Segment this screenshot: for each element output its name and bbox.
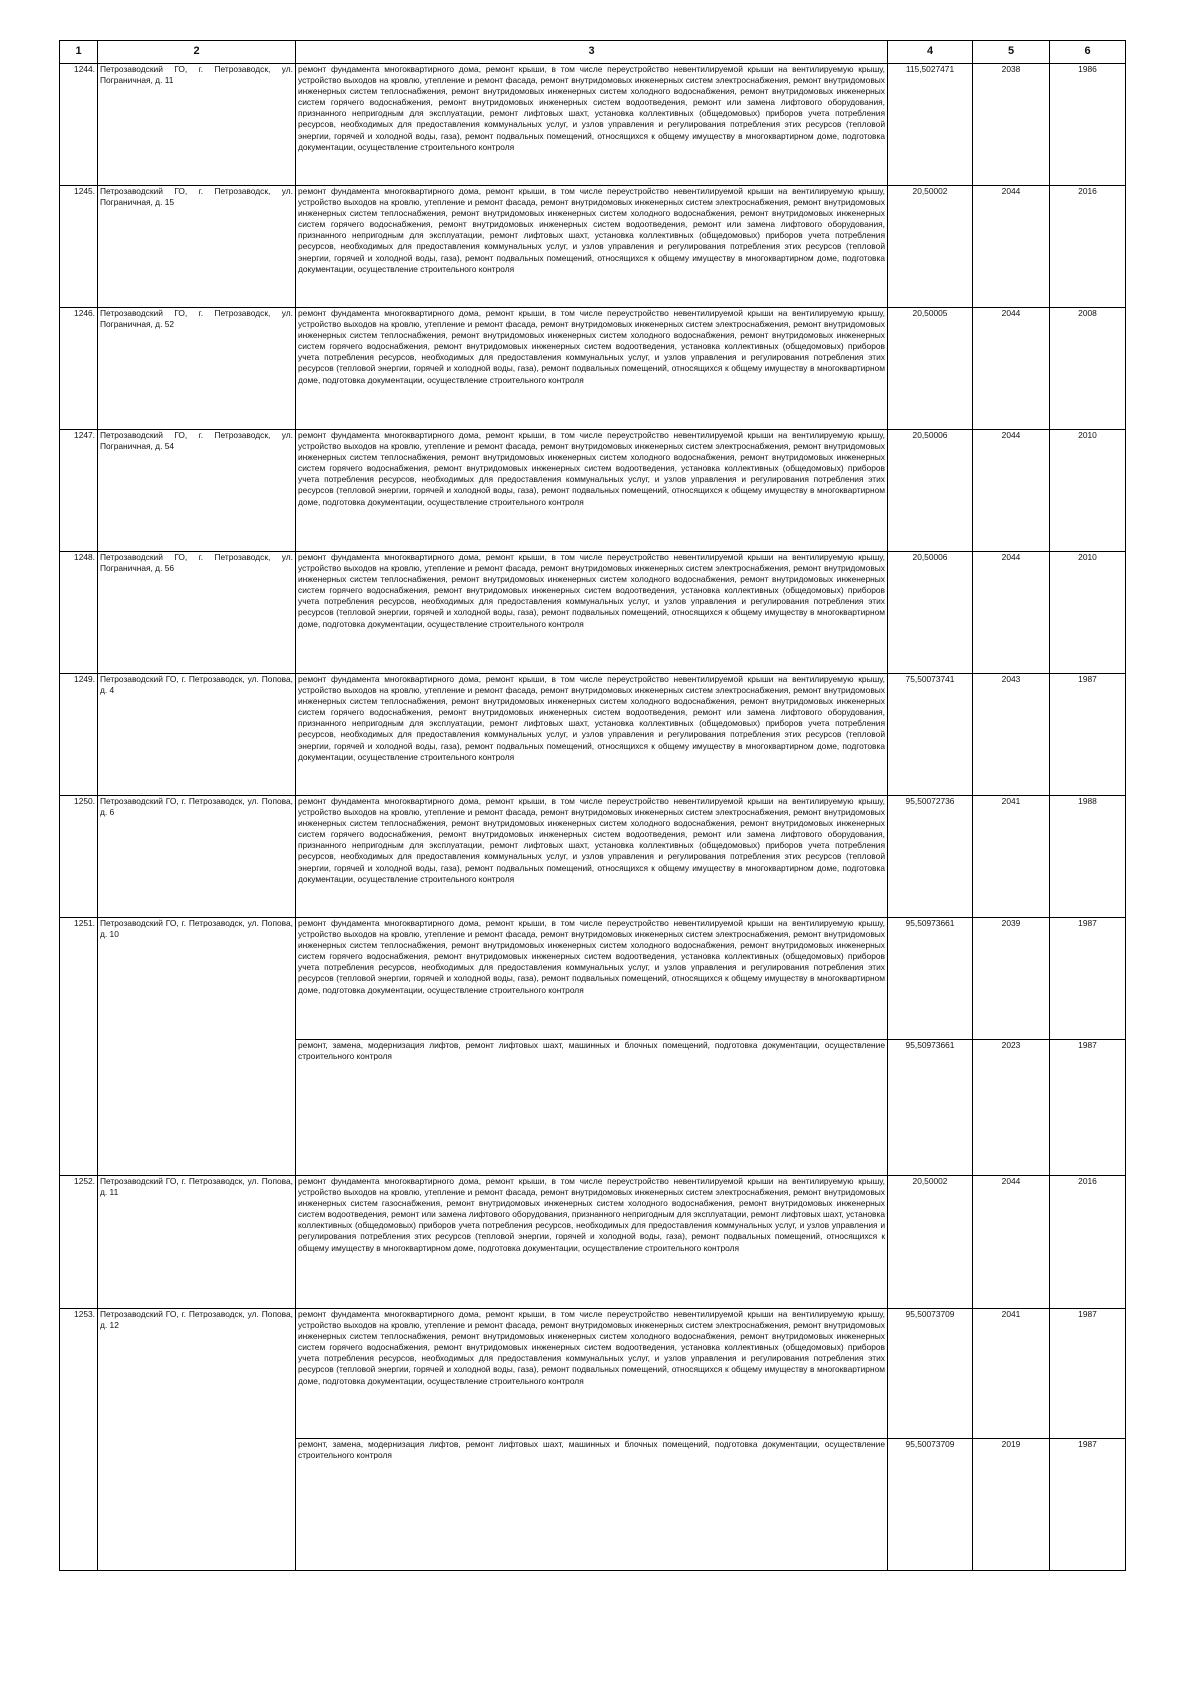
address-cell: Петрозаводский ГО, г. Петрозаводск, ул. Попова, д. 4 [98, 674, 296, 796]
value-cell: 20,50002 [888, 186, 973, 308]
year-cell: 1987 [1050, 1309, 1126, 1439]
table-row [60, 1176, 1126, 1309]
value-cell: 20,50005 [888, 308, 973, 430]
value-cell: 115,5027471 [888, 64, 973, 186]
works-cell: ремонт фундамента многоквартирного дома, ремонт крыши, в том числе переустройство невентилируемой крыши на вентилируемую крышу, устройство выходов на кровлю, утепление и ремонт фасада, ремонт внутридомовых инженерных систем электроснабжения, ремонт внутридомовых инженерных систем теплоснабжения, ремонт внутридомовых инженерных систем холодного водоснабжения, ремонт внутридомовых инженерных систем горячего водоснабжения, ремонт внутридомовых инженерных систем водоотведения, установка коллективных (общедомовых) приборов учета потребления ресурсов, необходимых для предоставления коммунальных услуг, и узлов управления и регулирования потребления этих ресурсов (тепловой энергии, горячей и холодной воды, газа), ремонт подвальных помещений, относящихся к общему имуществу в многоквартирном доме, подготовка документации, осуществление строительного контроля [296, 308, 888, 430]
year-cell: 2010 [1050, 552, 1126, 674]
column-header-2: 2 [98, 41, 296, 64]
value-cell: 95,50973661 [888, 918, 973, 1040]
works-cell: ремонт фундамента многоквартирного дома, ремонт крыши, в том числе переустройство невентилируемой крыши на вентилируемую крышу, устройство выходов на кровлю, утепление и ремонт фасада, ремонт внутридомовых инженерных систем электроснабжения, ремонт внутридомовых инженерных систем теплоснабжения, ремонт внутридомовых инженерных систем холодного водоснабжения, ремонт внутридомовых инженерных систем горячего водоснабжения, ремонт внутридомовых инженерных систем водоотведения, ремонт или замена лифтового оборудования, признанного непригодным для эксплуатации, ремонт лифтовых шахт, установка коллективных (общедомовых) приборов учета потребления ресурсов, необходимых для предоставления коммунальных услуг, и узлов управления и регулирования потребления этих ресурсов (тепловой энергии, горячей и холодной воды, газа), ремонт подвальных помещений, относящихся к общему имуществу в многоквартирном доме, подготовка документации, осуществление строительного контроля [296, 796, 888, 918]
column-header-6: 6 [1050, 41, 1126, 64]
table-row [60, 674, 1126, 796]
works-cell: ремонт фундамента многоквартирного дома, ремонт крыши, в том числе переустройство невентилируемой крыши на вентилируемую крышу, устройство выходов на кровлю, утепление и ремонт фасада, ремонт внутридомовых инженерных систем электроснабжения, ремонт внутридомовых инженерных систем теплоснабжения, ремонт внутридомовых инженерных систем холодного водоснабжения, ремонт внутридомовых инженерных систем горячего водоснабжения, ремонт внутридомовых инженерных систем водоотведения, установка коллективных (общедомовых) приборов учета потребления ресурсов, необходимых для предоставления коммунальных услуг, и узлов управления и регулирования потребления этих ресурсов (тепловой энергии, горячей и холодной воды, газа), ремонт подвальных помещений, относящихся к общему имуществу в многоквартирном доме, подготовка документации, осуществление строительного контроля [296, 918, 888, 1040]
table-row [60, 430, 1126, 552]
year-cell: 1987 [1050, 1439, 1126, 1571]
column-header-3: 3 [296, 41, 888, 64]
row-number: 1247. [60, 430, 98, 552]
works-cell: ремонт, замена, модернизация лифтов, ремонт лифтовых шахт, машинных и блочных помещений, подготовка документации, осуществление строительного контроля [296, 1439, 888, 1571]
column-header-5: 5 [973, 41, 1050, 64]
address-cell: Петрозаводский ГО, г. Петрозаводск, ул. Пограничная, д. 15 [98, 186, 296, 308]
table-row [60, 918, 1126, 1040]
column-header-1: 1 [60, 41, 98, 64]
year-cell: 1987 [1050, 674, 1126, 796]
value-cell: 95,50073709 [888, 1439, 973, 1571]
value-cell: 95,50973661 [888, 1040, 973, 1176]
works-cell: ремонт фундамента многоквартирного дома, ремонт крыши, в том числе переустройство невентилируемой крыши на вентилируемую крышу, устройство выходов на кровлю, утепление и ремонт фасада, ремонт внутридомовых инженерных систем электроснабжения, ремонт внутридомовых инженерных систем газоснабжения, ремонт внутридомовых инженерных систем холодного водоснабжения, ремонт внутридомовых инженерных систем водоотведения, ремонт или замена лифтового оборудования, признанного непригодным для эксплуатации, ремонт лифтовых шахт, установка коллективных (общедомовых) приборов учета потребления ресурсов, необходимых для предоставления коммунальных услуг, и узлов управления и регулирования потребления этих ресурсов (тепловой энергии, горячей и холодной воды, газа), ремонт подвальных помещений, относящихся к общему имуществу в многоквартирном доме, подготовка документации, осуществление строительного контроля [296, 1176, 888, 1309]
year-cell: 2044 [973, 430, 1050, 552]
row-number: 1250. [60, 796, 98, 918]
year-cell: 2010 [1050, 430, 1126, 552]
value-cell: 95,50072736 [888, 796, 973, 918]
works-cell: ремонт фундамента многоквартирного дома, ремонт крыши, в том числе переустройство невентилируемой крыши на вентилируемую крышу, устройство выходов на кровлю, утепление и ремонт фасада, ремонт внутридомовых инженерных систем электроснабжения, ремонт внутридомовых инженерных систем теплоснабжения, ремонт внутридомовых инженерных систем холодного водоснабжения, ремонт внутридомовых инженерных систем горячего водоснабжения, ремонт внутридомовых инженерных систем водоотведения, установка коллективных (общедомовых) приборов учета потребления ресурсов, необходимых для предоставления коммунальных услуг, и узлов управления и регулирования потребления этих ресурсов (тепловой энергии, горячей и холодной воды, газа), ремонт подвальных помещений, относящихся к общему имуществу в многоквартирном доме, подготовка документации, осуществление строительного контроля [296, 430, 888, 552]
works-cell: ремонт фундамента многоквартирного дома, ремонт крыши, в том числе переустройство невентилируемой крыши на вентилируемую крышу, устройство выходов на кровлю, утепление и ремонт фасада, ремонт внутридомовых инженерных систем электроснабжения, ремонт внутридомовых инженерных систем теплоснабжения, ремонт внутридомовых инженерных систем холодного водоснабжения, ремонт внутридомовых инженерных систем горячего водоснабжения, ремонт внутридомовых инженерных систем водоотведения, ремонт или замена лифтового оборудования, признанного непригодным для эксплуатации, ремонт лифтовых шахт, установка коллективных (общедомовых) приборов учета потребления ресурсов, необходимых для предоставления коммунальных услуг, и узлов управления и регулирования потребления этих ресурсов (тепловой энергии, горячей и холодной воды, газа), ремонт подвальных помещений, относящихся к общему имуществу в многоквартирном доме, подготовка документации, осуществление строительного контроля [296, 186, 888, 308]
table-row [60, 796, 1126, 918]
address-cell: Петрозаводский ГО, г. Петрозаводск, ул. Пограничная, д. 54 [98, 430, 296, 552]
works-cell: ремонт фундамента многоквартирного дома, ремонт крыши, в том числе переустройство невентилируемой крыши на вентилируемую крышу, устройство выходов на кровлю, утепление и ремонт фасада, ремонт внутридомовых инженерных систем электроснабжения, ремонт внутридомовых инженерных систем теплоснабжения, ремонт внутридомовых инженерных систем холодного водоснабжения, ремонт внутридомовых инженерных систем горячего водоснабжения, ремонт внутридомовых инженерных систем водоотведения, установка коллективных (общедомовых) приборов учета потребления ресурсов, необходимых для предоставления коммунальных услуг, и узлов управления и регулирования потребления этих ресурсов (тепловой энергии, горячей и холодной воды, газа), ремонт подвальных помещений, относящихся к общему имуществу в многоквартирном доме, подготовка документации, осуществление строительного контроля [296, 552, 888, 674]
works-cell: ремонт фундамента многоквартирного дома, ремонт крыши, в том числе переустройство невентилируемой крыши на вентилируемую крышу, устройство выходов на кровлю, утепление и ремонт фасада, ремонт внутридомовых инженерных систем электроснабжения, ремонт внутридомовых инженерных систем теплоснабжения, ремонт внутридомовых инженерных систем холодного водоснабжения, ремонт внутридомовых инженерных систем горячего водоснабжения, ремонт внутридомовых инженерных систем водоотведения, установка коллективных (общедомовых) приборов учета потребления ресурсов, необходимых для предоставления коммунальных услуг, и узлов управления и регулирования потребления этих ресурсов (тепловой энергии, горячей и холодной воды, газа), ремонт подвальных помещений, относящихся к общему имуществу в многоквартирном доме, подготовка документации, осуществление строительного контроля [296, 1309, 888, 1439]
table-row [60, 1309, 1126, 1439]
year-cell: 2016 [1050, 1176, 1126, 1309]
row-number: 1248. [60, 552, 98, 674]
value-cell: 20,50006 [888, 552, 973, 674]
year-cell: 2016 [1050, 186, 1126, 308]
works-cell: ремонт, замена, модернизация лифтов, ремонт лифтовых шахт, машинных и блочных помещений, подготовка документации, осуществление строительного контроля [296, 1040, 888, 1176]
year-cell: 2039 [973, 918, 1050, 1040]
row-number: 1246. [60, 308, 98, 430]
year-cell: 1987 [1050, 1040, 1126, 1176]
address-cell: Петрозаводский ГО, г. Петрозаводск, ул. Попова, д. 12 [98, 1309, 296, 1571]
value-cell: 20,50002 [888, 1176, 973, 1309]
capital-repair-table [59, 40, 1126, 1571]
table-row [60, 308, 1126, 430]
table-row [60, 552, 1126, 674]
header-row [60, 41, 1126, 64]
year-cell: 2044 [973, 552, 1050, 674]
address-cell: Петрозаводский ГО, г. Петрозаводск, ул. Попова, д. 10 [98, 918, 296, 1176]
year-cell: 2041 [973, 796, 1050, 918]
year-cell: 2038 [973, 64, 1050, 186]
row-number: 1253. [60, 1309, 98, 1571]
address-cell: Петрозаводский ГО, г. Петрозаводск, ул. Попова, д. 11 [98, 1176, 296, 1309]
value-cell: 95,50073709 [888, 1309, 973, 1439]
year-cell: 2044 [973, 186, 1050, 308]
year-cell: 2044 [973, 1176, 1050, 1309]
year-cell: 1986 [1050, 64, 1126, 186]
year-cell: 2008 [1050, 308, 1126, 430]
row-number: 1249. [60, 674, 98, 796]
column-header-4: 4 [888, 41, 973, 64]
works-cell: ремонт фундамента многоквартирного дома, ремонт крыши, в том числе переустройство невентилируемой крыши на вентилируемую крышу, устройство выходов на кровлю, утепление и ремонт фасада, ремонт внутридомовых инженерных систем электроснабжения, ремонт внутридомовых инженерных систем теплоснабжения, ремонт внутридомовых инженерных систем холодного водоснабжения, ремонт внутридомовых инженерных систем горячего водоснабжения, ремонт внутридомовых инженерных систем водоотведения, ремонт или замена лифтового оборудования, признанного непригодным для эксплуатации, ремонт лифтовых шахт, установка коллективных (общедомовых) приборов учета потребления ресурсов, необходимых для предоставления коммунальных услуг, и узлов управления и регулирования потребления этих ресурсов (тепловой энергии, горячей и холодной воды, газа), ремонт подвальных помещений, относящихся к общему имуществу в многоквартирном доме, подготовка документации, осуществление строительного контроля [296, 674, 888, 796]
address-cell: Петрозаводский ГО, г. Петрозаводск, ул. Пограничная, д. 52 [98, 308, 296, 430]
works-cell: ремонт фундамента многоквартирного дома, ремонт крыши, в том числе переустройство невентилируемой крыши на вентилируемую крышу, устройство выходов на кровлю, утепление и ремонт фасада, ремонт внутридомовых инженерных систем электроснабжения, ремонт внутридомовых инженерных систем теплоснабжения, ремонт внутридомовых инженерных систем холодного водоснабжения, ремонт внутридомовых инженерных систем горячего водоснабжения, ремонт внутридомовых инженерных систем водоотведения, ремонт или замена лифтового оборудования, признанного непригодным для эксплуатации, ремонт лифтовых шахт, установка коллективных (общедомовых) приборов учета потребления ресурсов, необходимых для предоставления коммунальных услуг, и узлов управления и регулирования потребления этих ресурсов (тепловой энергии, горячей и холодной воды, газа), ремонт подвальных помещений, относящихся к общему имуществу в многоквартирном доме, подготовка документации, осуществление строительного контроля [296, 64, 888, 186]
table-row [60, 186, 1126, 308]
year-cell: 1988 [1050, 796, 1126, 918]
year-cell: 2043 [973, 674, 1050, 796]
row-number: 1245. [60, 186, 98, 308]
address-cell: Петрозаводский ГО, г. Петрозаводск, ул. Попова, д. 6 [98, 796, 296, 918]
year-cell: 2041 [973, 1309, 1050, 1439]
address-cell: Петрозаводский ГО, г. Петрозаводск, ул. Пограничная, д. 56 [98, 552, 296, 674]
table-row [60, 64, 1126, 186]
row-number: 1252. [60, 1176, 98, 1309]
row-number: 1251. [60, 918, 98, 1176]
value-cell: 20,50006 [888, 430, 973, 552]
year-cell: 2044 [973, 308, 1050, 430]
year-cell: 1987 [1050, 918, 1126, 1040]
value-cell: 75,50073741 [888, 674, 973, 796]
year-cell: 2023 [973, 1040, 1050, 1176]
address-cell: Петрозаводский ГО, г. Петрозаводск, ул. Пограничная, д. 11 [98, 64, 296, 186]
year-cell: 2019 [973, 1439, 1050, 1571]
row-number: 1244. [60, 64, 98, 186]
